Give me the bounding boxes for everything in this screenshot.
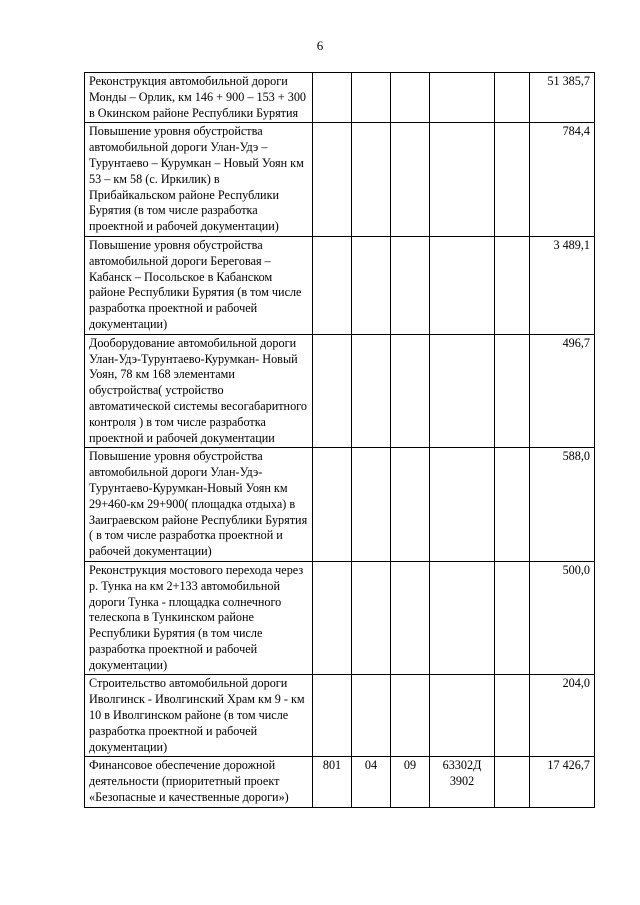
section-code-cell bbox=[352, 123, 391, 237]
row-name-cell: Строительство автомобильной дороги Иволгинск - Иволгинский Храм км 9 - км 10 в Иволгинском районе (в том числе разработка проектной и рабочей документации) bbox=[85, 675, 313, 757]
page-number: 6 bbox=[316, 38, 324, 53]
subsection-code-cell bbox=[391, 334, 430, 448]
section-code-cell bbox=[352, 448, 391, 562]
target-article-cell bbox=[430, 675, 495, 757]
section-code-cell bbox=[352, 73, 391, 123]
section-code-cell bbox=[352, 561, 391, 675]
amount-cell: 500,0 bbox=[530, 561, 595, 675]
amount-cell: 496,7 bbox=[530, 334, 595, 448]
table-row bbox=[85, 334, 595, 448]
row-name-cell: Повышение уровня обустройства автомобильной дороги Улан-Удэ-Турунтаево-Курумкан-Новый Уоян км 29+460-км 29+900( площадка отдыха) в Заиграевском районе Республики Бурятия ( в том числе разработка проектной и рабочей документации) bbox=[85, 448, 313, 562]
row-name-cell: Финансовое обеспечение дорожной деятельности (приоритетный проект «Безопасные и качественные дороги») bbox=[85, 757, 313, 807]
amount-cell: 588,0 bbox=[530, 448, 595, 562]
expense-type-cell bbox=[495, 561, 530, 675]
ministry-code-cell bbox=[313, 123, 352, 237]
amount-cell: 784,4 bbox=[530, 123, 595, 237]
table-row bbox=[85, 73, 595, 123]
expense-type-cell bbox=[495, 334, 530, 448]
row-name-cell: Реконструкция автомобильной дороги Монды – Орлик, км 146 + 900 – 153 + 300 в Окинском районе Республики Бурятия bbox=[85, 73, 313, 123]
subsection-code-cell bbox=[391, 675, 430, 757]
section-code-cell: 04 bbox=[352, 757, 391, 807]
expense-type-cell bbox=[495, 236, 530, 334]
budget-table bbox=[84, 72, 595, 808]
section-code-cell bbox=[352, 334, 391, 448]
subsection-code-cell bbox=[391, 123, 430, 237]
subsection-code-cell: 09 bbox=[391, 757, 430, 807]
ministry-code-cell bbox=[313, 73, 352, 123]
row-name-cell: Повышение уровня обустройства автомобильной дороги Улан-Удэ – Турунтаево – Курумкан – Новый Уоян км 53 – км 58 (с. Иркилик) в Прибайкальском районе Республики Бурятия (в том числе разработка проектной и рабочей документации) bbox=[85, 123, 313, 237]
target-article-cell: 63302Д 3902 bbox=[430, 757, 495, 807]
table-row bbox=[85, 448, 595, 562]
subsection-code-cell bbox=[391, 448, 430, 562]
section-code-cell bbox=[352, 675, 391, 757]
target-article-cell bbox=[430, 334, 495, 448]
table-row bbox=[85, 757, 595, 807]
ministry-code-cell bbox=[313, 236, 352, 334]
expense-type-cell bbox=[495, 757, 530, 807]
ministry-code-cell: 801 bbox=[313, 757, 352, 807]
amount-cell: 3 489,1 bbox=[530, 236, 595, 334]
table-row bbox=[85, 236, 595, 334]
target-article-cell bbox=[430, 561, 495, 675]
section-code-cell bbox=[352, 236, 391, 334]
amount-cell: 51 385,7 bbox=[530, 73, 595, 123]
target-article-cell bbox=[430, 448, 495, 562]
target-article-cell bbox=[430, 73, 495, 123]
expense-type-cell bbox=[495, 448, 530, 562]
target-article-cell bbox=[430, 236, 495, 334]
subsection-code-cell bbox=[391, 236, 430, 334]
expense-type-cell bbox=[495, 123, 530, 237]
amount-cell: 204,0 bbox=[530, 675, 595, 757]
row-name-cell: Реконструкция мостового перехода через р. Тунка на км 2+133 автомобильной дороги Тунка - площадка солнечного телескопа в Тункинском районе Республики Бурятия (в том числе разработка проектной и рабочей документации) bbox=[85, 561, 313, 675]
subsection-code-cell bbox=[391, 73, 430, 123]
ministry-code-cell bbox=[313, 675, 352, 757]
target-article-cell bbox=[430, 123, 495, 237]
amount-cell: 17 426,7 bbox=[530, 757, 595, 807]
table-row bbox=[85, 561, 595, 675]
subsection-code-cell bbox=[391, 561, 430, 675]
expense-type-cell bbox=[495, 675, 530, 757]
row-name-cell: Дооборудование автомобильной дороги Улан-Удэ-Турунтаево-Курумкан- Новый Уоян, 78 км 168 элементами обустройства( устройство автоматической системы весогабаритного контроля ) в том числе разработка проектной и рабочей документации bbox=[85, 334, 313, 448]
ministry-code-cell bbox=[313, 334, 352, 448]
table-row bbox=[85, 123, 595, 237]
ministry-code-cell bbox=[313, 561, 352, 675]
expense-type-cell bbox=[495, 73, 530, 123]
ministry-code-cell bbox=[313, 448, 352, 562]
table-row bbox=[85, 675, 595, 757]
row-name-cell: Повышение уровня обустройства автомобильной дороги Береговая – Кабанск – Посольское в Кабанском районе Республики Бурятия (в том числе разработка проектной и рабочей документации) bbox=[85, 236, 313, 334]
